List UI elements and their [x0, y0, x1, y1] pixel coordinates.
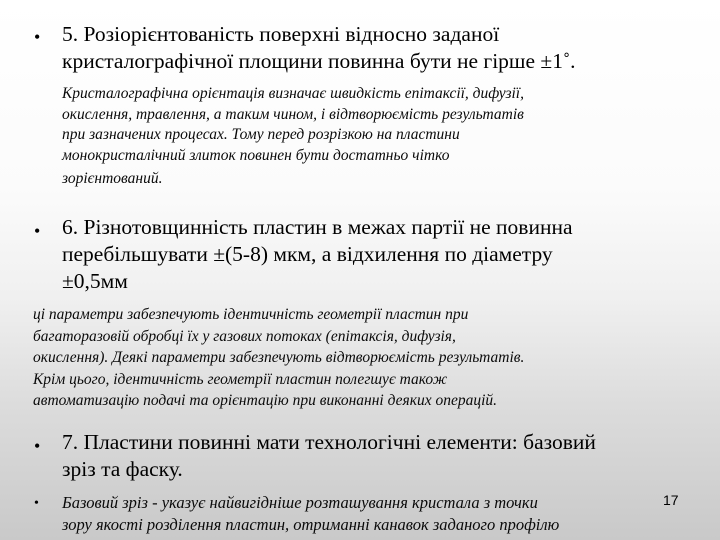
- bullet-6-note-line-2: багаторазовій обробці їх у газових потоках (епітаксія, дифузія,: [33, 327, 456, 345]
- bullet-5-line-2: кристалографічної площини повинна бути не гірше ±1˚.: [62, 49, 576, 73]
- bullet-6-note-line-5: автоматизацію подачі та орієнтацію при виконанні деяких операцій.: [33, 392, 498, 409]
- bullet-5-note: [62, 84, 524, 190]
- bullet-5-note-line-4: монокристалічний злиток повинен бути достатньо чітко: [62, 146, 450, 164]
- bullet-8-line-1: Базовий зріз - указує найвигідніше розташування кристала з точки: [62, 493, 538, 512]
- bullet-8-line-2: зору якості розділення пластин, отриманні канавок заданого профілю: [62, 515, 560, 534]
- bullet-7-text: [62, 429, 596, 483]
- bullet-5-note-line-2: окислення, травлення, а таким чином, і відтворюємість результатів: [62, 105, 524, 123]
- bullet-8-text: [62, 492, 559, 536]
- bullet-7-dot: •: [34, 436, 41, 456]
- bullet-6-text: [62, 214, 573, 295]
- bullet-6-note-line-1: ці параметри забезпечують ідентичність геометрії пластин при: [33, 306, 469, 323]
- bullet-6-note: [33, 304, 683, 412]
- bullet-6-note-line-4: Крім цього, ідентичність геометрії пластин полегшує також: [33, 370, 448, 388]
- bullet-7-line-2: зріз та фаску.: [62, 457, 183, 481]
- page-number: 17: [663, 492, 679, 508]
- bullet-6-note-line-3: окислення). Деякі параметри забезпечують відтворюємість результатів.: [33, 349, 525, 366]
- bullet-6-line-2: перебільшувати ±(5-8) мкм, а відхилення по діаметру: [62, 242, 553, 266]
- bullet-7-line-1: 7. Пластини повинні мати технологічні елементи: базовий: [62, 430, 596, 454]
- bullet-6-dot: •: [34, 221, 41, 241]
- bullet-5-note-line-3: при зазначених процесах. Тому перед розрізкою на пластини: [62, 126, 460, 143]
- bullet-5-note-line-5: зорієнтований.: [62, 170, 163, 187]
- bullet-5-note-line-1: Кристалографічна орієнтація визначає швидкість епітаксії, дифузії,: [62, 85, 524, 102]
- bullet-6-line-3: ±0,5мм: [62, 269, 128, 293]
- bullet-8-dot: •: [34, 496, 39, 511]
- bullet-5-text: [62, 21, 576, 75]
- bullet-5-line-1: 5. Розіорієнтованість поверхні відносно заданої: [62, 22, 500, 46]
- bullet-5-dot: •: [34, 27, 41, 47]
- bullet-6-line-1: 6. Різнотовщинність пластин в межах партії не повинна: [62, 215, 573, 239]
